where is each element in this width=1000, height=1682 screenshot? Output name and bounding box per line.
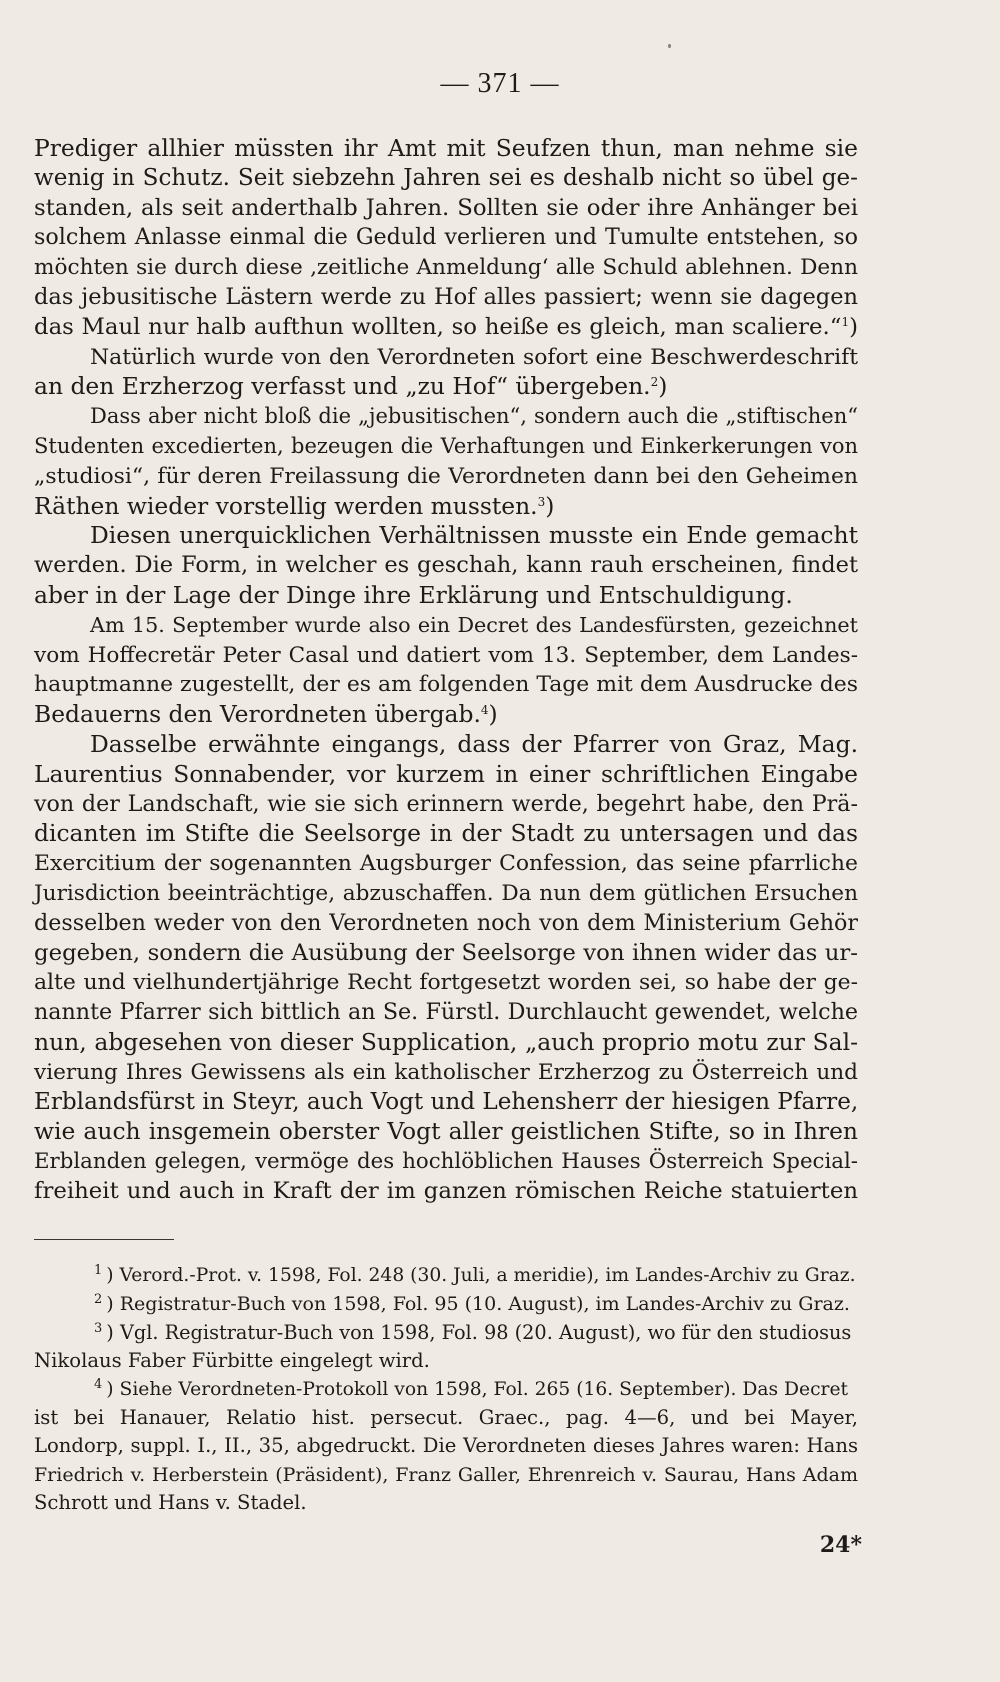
signature-mark: 24* <box>819 1532 862 1558</box>
paper-speck <box>668 44 671 48</box>
text-line: „studiosi“, für deren Freilassung die Verordneten dann bei den Geheimen <box>34 463 858 489</box>
text-line: nun, abgesehen von dieser Supplication, „auch proprio motu zur Sal- <box>34 1027 858 1056</box>
footnote-ref: 4 <box>480 703 489 718</box>
footnote: $^2$ ) Registratur-Buch von 1598, Fol. 95 (10. August), im Landes-Archiv zu Graz. <box>34 1290 858 1318</box>
footnote: $^1$ ) Verord.-Prot. v. 1598, Fol. 248 (30. Juli, a meridie), im Landes-Archiv zu Graz. <box>34 1262 858 1290</box>
text-line: alte und vielhundertjährige Recht fortgesetzt worden sei, so habe der ge- <box>34 970 858 996</box>
text-line: nannte Pfarrer sich bittlich an Se. Fürstl. Durchlaucht gewendet, welche <box>34 999 858 1026</box>
text-line: Räthen wieder vorstellig werden mussten.$^3$) <box>34 491 555 520</box>
text-line: wie auch insgemein oberster Vogt aller geistlichen Stifte, so in Ihren <box>34 1117 858 1146</box>
footnote-continuation: Schrott und Hans v. Stadel. <box>34 1491 307 1515</box>
text-line: Exercitium der sogenannten Augsburger Confession, das seine pfarrliche <box>34 851 858 877</box>
text-line: werden. Die Form, in welcher es geschah, kann rauh erscheinen, findet <box>34 552 858 579</box>
text-line: Dass aber nicht bloß die „jebusitischen“, sondern auch die „stiftischen“ <box>90 404 858 429</box>
page-number: — 371 — <box>440 68 560 99</box>
text-line: standen, als seit anderthalb Jahren. Sollten sie oder ihre Anhänger bei <box>34 194 858 221</box>
text-line: freiheit und auch in Kraft der im ganzen römischen Reiche statuierten <box>34 1177 858 1204</box>
text-line: aber in der Lage der Dinge ihre Erklärung und Entschuldigung. <box>34 580 793 609</box>
text-line: Erblandsfürst in Steyr, auch Vogt und Lehensherr der hiesigen Pfarre, <box>34 1088 859 1115</box>
text-line: Laurentius Sonnabender, vor kurzem in einer schriftlichen Eingabe <box>34 759 858 788</box>
text-line: Natürlich wurde von den Verordneten sofort eine Beschwerdeschrift <box>90 344 858 370</box>
text-line: Prediger allhier müssten ihr Amt mit Seufzen thun, man nehme sie <box>34 134 858 162</box>
text-line: desselben weder von den Verordneten noch von dem Ministerium Gehör <box>34 909 858 936</box>
text-line: von der Landschaft, wie sie sich erinnern werde, begehrt habe, den Prä- <box>34 790 858 817</box>
footnote-continuation: Friedrich v. Herberstein (Präsident), Franz Galler, Ehrenreich v. Saurau, Hans Adam <box>34 1463 858 1486</box>
text-line: hauptmanne zugestellt, der es am folgenden Tage mit dem Ausdrucke des <box>34 672 858 698</box>
text-line: Jurisdiction beeinträchtige, abzuschaffen. Da nun dem gütlichen Ersuchen <box>34 880 858 906</box>
footnote-ref: 2 <box>650 375 659 390</box>
text-line: solchem Anlasse einmal die Geduld verlieren und Tumulte entstehen, so <box>34 224 858 251</box>
footnote-ref: 1 <box>841 314 850 329</box>
text-line: Dasselbe erwähnte eingangs, dass der Pfarrer von Graz, Mag. <box>90 729 858 758</box>
text-line: möchten sie durch diese ‚zeitliche Anmeldung‘ alle Schuld ablehnen. Denn <box>34 255 858 281</box>
footnote-ref: 3 <box>537 494 546 509</box>
footnote-number: 3 <box>94 1320 103 1336</box>
footnote-continuation: ist bei Hanauer, Relatio hist. persecut. Graec., pag. 4—6, und bei Mayer, <box>34 1406 858 1430</box>
text-line: wenig in Schutz. Seit siebzehn Jahren sei es deshalb nicht so übel ge- <box>34 164 858 191</box>
main-text <box>34 134 858 1207</box>
text-line: das Maul nur halb aufthun wollten, so heiße es gleich, man scaliere.“$^1$) <box>34 313 858 340</box>
text-line: vierung Ihres Gewissens als ein katholischer Erzherzog zu Österreich und <box>34 1059 858 1085</box>
footnote-continuation: Nikolaus Faber Fürbitte eingelegt wird. <box>34 1349 430 1373</box>
text-line: dicanten im Stifte die Seelsorge in der Stadt zu untersagen und das <box>34 819 858 848</box>
text-line: gegeben, sondern die Ausübung der Seelsorge von ihnen wider das ur- <box>34 939 858 966</box>
text-line: Erblanden gelegen, vermöge des hochlöblichen Hauses Österreich Special- <box>34 1149 858 1175</box>
text-line: Am 15. September wurde also ein Decret des Landesfürsten, gezeichnet <box>90 612 858 637</box>
footnote-number: 2 <box>94 1292 103 1308</box>
footnotes <box>34 1262 858 1518</box>
text-line: vom Hoffecretär Peter Casal und datiert vom 13. September, dem Landes- <box>34 642 858 668</box>
text-line: Studenten excedierten, bezeugen die Verhaftungen und Einkerkerungen von <box>34 433 858 458</box>
text-line: Diesen unerquicklichen Verhältnissen musste ein Ende gemacht <box>90 521 858 550</box>
footnote: $^3$ ) Vgl. Registratur-Buch von 1598, Fol. 98 (20. August), wo für den studiosus <box>34 1319 858 1347</box>
footnote-continuation: Londorp, suppl. I., II., 35, abgedruckt. Die Verordneten dieses Jahres waren: Hans <box>34 1434 858 1458</box>
footnote-divider <box>34 1239 174 1240</box>
text-line: an den Erzherzog verfasst und „zu Hof“ übergeben.$^2$) <box>34 372 668 401</box>
footnote: $^4$ ) Siehe Verordneten-Protokoll von 1598, Fol. 265 (16. September). Das Decret <box>34 1376 858 1404</box>
text-line: Bedauerns den Verordneten übergab.$^4$) <box>34 700 498 729</box>
text-line: das jebusitische Lästern werde zu Hof alles passiert; wenn sie dagegen <box>34 283 858 310</box>
footnote-number: 1 <box>94 1263 103 1278</box>
footnote-number: 4 <box>94 1376 103 1392</box>
